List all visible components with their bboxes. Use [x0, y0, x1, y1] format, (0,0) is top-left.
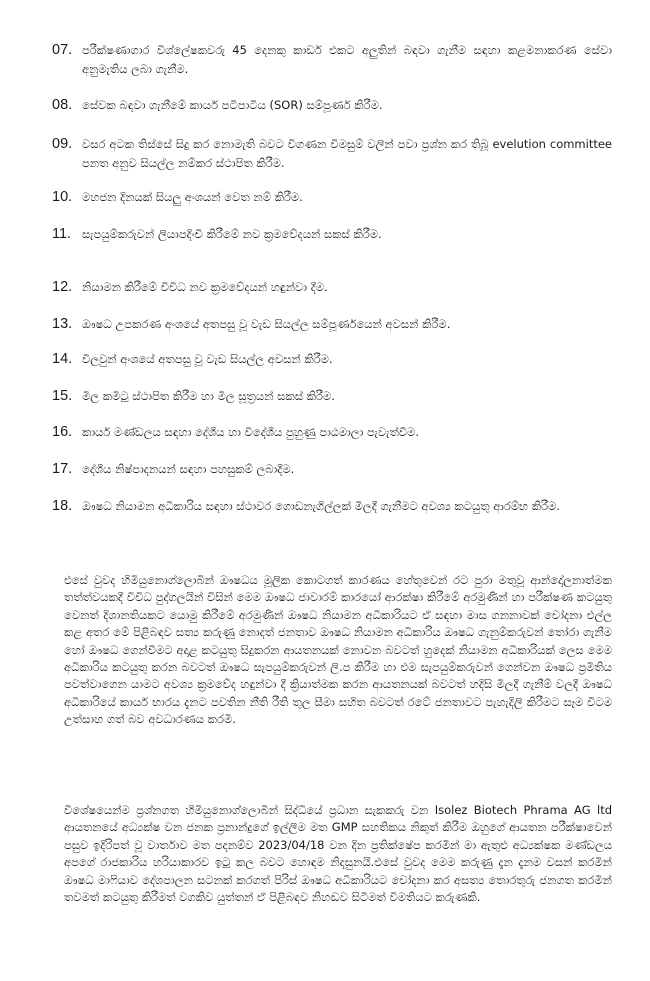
list-item [52, 460, 612, 479]
item-number: 10. [52, 189, 73, 205]
item-text: කාර්ය මණ්ඩලය සඳහා දේශීය හා විදේශීය පුහුණු පාඨමාලා පැවැත්වීම. [82, 425, 419, 439]
item-number: 15. [52, 388, 73, 404]
list-item [52, 225, 612, 244]
item-text: සේවක බඳවා ගැනීමේ කාර්ය පටිපාටිය (SOR) සම්පූර්ණ කිරීම. [82, 98, 383, 112]
item-text: මිල කමිටු ස්ථාපිත කිරීම හා මිල සූත්‍රයන් සකස් කිරීම. [82, 389, 335, 403]
list-item [52, 41, 612, 79]
list-item [52, 423, 612, 442]
item-text: පරීක්ෂණාගාර විශ්ලේෂකවරු 45 දෙනකු කාඩර් එකට අලුතින් බඳවා ගැනීම සඳහා කළමනාකරණ සේවා අනුමැතිය ලබා ගැනීම. [82, 43, 612, 76]
item-text: විලවුන් අංශයේ අතපසු වූ වැඩ සියල්ල අවසන් කිරීම. [82, 352, 333, 366]
item-text: සැපයුම්කරුවන් ලියාපදිංචි කිරීමේ නව ක්‍රමවේදයන් සකස් කිරීම. [82, 227, 382, 241]
list-item [52, 315, 612, 334]
item-number: 09. [52, 136, 73, 152]
item-number: 11. [52, 226, 72, 242]
list-item [52, 387, 612, 406]
item-number: 14. [52, 351, 73, 367]
item-number: 16. [52, 424, 73, 440]
item-number: 17. [52, 461, 73, 477]
body-paragraph: විශේෂයෙන්ම ප්‍රශ්නගත හිමියුනොග්ලොබින් සිද්ධියේ ප්‍රධාන සැකකරු වන Isolez Biotech Phrama AG ltd ආයතනයේ අධ්‍යක්ෂ වන ජනක ප්‍රනාන්දුගේ ඉල්ලීම මත GMP සහතිකය නිකුත් කිරීම ඔහුගේ ආයතන පරීක්ෂාවෙන් පසුව ඉදිරිපත් වූ වාර්තාව මත පදනම්ව 2023/04/18 වන දින ප්‍රතික්ෂේප කරමින් මා ඇතුළු අධ්‍යක්ෂක මණ්ඩලය අපගේ රාජකාරිය හරියාකාරව ඉටු කල බවට හොඳම නිදසුනයි.එසේ වුවද මෙම කරුණු දැන දැනම වසන් කරමින් ඖෂධ මාෆියාව දේශපාලන සටනක් කරගත් පිරිස් ඖෂධ අධිකාරියට චෝදනා කර අසත්‍ය තොරතුරු ජනගත කරමින් තවමත් කටයුතු කිරීමත් වගකිව යුත්තන් ඒ පිළිබඳව නිහඬව සිටීමත් විමතියට කරුණකි. [64, 803, 612, 905]
body-paragraph: එසේ වුවද හිමියුනොග්ලොබින් ඖෂධය මූලික කොටගත් කාරණය හේතුවෙන් රට පුරා මතුවූ ආන්දෝලනාත්මක තත්ත්වයකදී විවිධ පුද්ගලයින් විසින් මෙම ඖෂධ ජාවාරම් කාරයෝ ආරක්ෂා කිරීමේ අරමුණින් හා පරීක්ෂණ කටයුතු වෙනත් දිශානතියකට යොමු කිරීමේ අරමුණින් ඖෂධ නියාමන අධිකාරියට ඒ සඳහා මාස ගනනාවක් චෝදනා එල්ල කළ අතර මේ පිළිබඳව සත්‍ය කරුණු නොදත් ජනතාව ඖෂධ නියාමන අධිකාරිය ඖෂධ ගැනුම්කරුවන් තෝරා ගැනීම හෝ ඖෂධ ගෙන්වීමට අදාළ කටයුතු සිදුකරන ආයතනයක් නොවන බවටත් හුදෙක් නියාමන අධිකාරියක් ලෙස මෙම අධිකාරිය කටයුතු කරන බවටත් ඖෂධ සැපයුම්කරුවන් ලි.ප කිරීම හා එම සැපයුම්කරුවන් ගෙන්වන ඖෂධ ප්‍රමිතිය පවත්වාගෙන යාමට අවශ්‍ය ක්‍රමවේද හඳුන්වා දී ක්‍රියාත්මක කරන ආයතනයක් බවටත් හදිසි මිලදී ගැනීම් වලදී ඖෂධ අධිකාරියේ කාර්ය භාරය දැනට පවතින නීති රීති තුල සීමා සහිත බවටත් රටේ ජනතාවට පැහැදිලි කිරීමට සෑම විටම උත්සාහ ගත් බව අවධාරණය කරමි. [64, 573, 612, 727]
list-item [52, 188, 612, 207]
item-number: 18. [52, 498, 73, 514]
item-text: ඖෂධ නියාමන අධිකාරිය සඳහා ස්ථාවර ගොඩනැගිල්ලක් මිලදී ගැනීමට අවශ්‍ය කටයුතු ආරම්භ කිරීම. [82, 499, 560, 513]
list-item [52, 497, 612, 516]
item-number: 08. [52, 97, 73, 113]
item-text: වසර අටක තිස්සේ සිදු කර නොමැති බවට විගණන විමසුම් වලින් පවා ප්‍රශ්න කර තිබූ evelution committee පනත අනුව සියල්ල නම්කර ස්ථාපිත කිරීම. [82, 137, 612, 170]
item-number: 13. [52, 316, 73, 332]
list-item [52, 96, 612, 115]
item-number: 12. [52, 279, 73, 295]
item-text: ඖෂධ උපකරණ අංශයේ අතපසු වූ වැඩ සියල්ල සම්පූර්ණයෙන් අවසන් කිරීම. [82, 317, 451, 331]
item-text: මහජන දිනයක් සියලු අංශයන් වෙත නම් කිරීම. [82, 190, 303, 204]
item-text: නියාමන කිරීමේ විවිධ නව ක්‍රමවේදයන් හඳුන්වා දීම. [82, 280, 328, 294]
list-item [52, 278, 612, 297]
item-number: 07. [52, 42, 73, 58]
item-text: දේශීය නිෂ්පාදනයන් සඳහා පහසුකම් ලබාදීම. [82, 462, 295, 476]
list-item [52, 135, 612, 173]
list-item [52, 350, 612, 369]
